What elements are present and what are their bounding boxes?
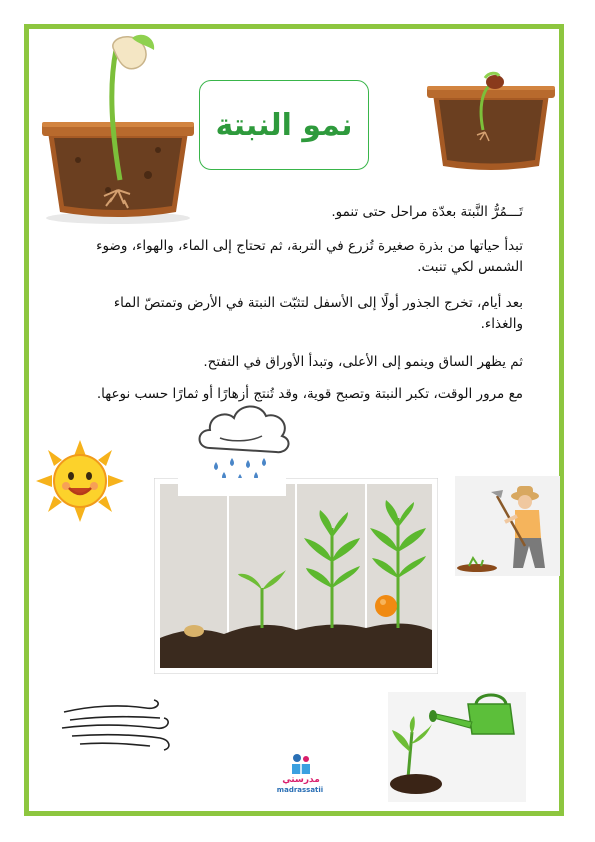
logo-icon: [288, 752, 314, 776]
page-title: نمو النبتة: [215, 107, 353, 143]
paragraph-5: مع مرور الوقت، تكبر النبتة وتصبح قوية، وقد تُنتج أزهارًا أو ثمارًا حسب نوعها.: [96, 386, 523, 402]
paragraph-4: ثم يظهر الساق وينمو إلى الأعلى، وتبدأ الأوراق في التفتح.: [203, 354, 523, 370]
paragraph-1: تَـــمُرُّ النَّبتة بعدّة مراحل حتى تنمو.: [331, 204, 523, 220]
plant-growth-stages-image: [154, 478, 438, 674]
logo-subtext: madrassatii: [276, 786, 324, 794]
sprout-pot-large-image: [38, 30, 198, 225]
rain-cloud-image: [190, 396, 300, 486]
sun-image: [36, 440, 124, 522]
watering-can-seedling-image: [388, 692, 526, 802]
title-box: [199, 80, 369, 170]
paragraph-2: تبدأ حياتها من بذرة صغيرة تُزرع في التربة، ثم تحتاج إلى الماء، والهواء، وضوء الشمس لكي تنبت.: [96, 238, 523, 275]
wind-image: [60, 698, 178, 754]
paragraph-3: بعد أيام، تخرج الجذور أولًا إلى الأسفل لتثبّت النبتة في الأرض وتمتصّ الماء والغذاء.: [113, 295, 523, 332]
logo-text: مدرستي: [282, 775, 320, 785]
farmer-image: [455, 476, 560, 576]
sprout-pot-small-image: [425, 70, 557, 178]
